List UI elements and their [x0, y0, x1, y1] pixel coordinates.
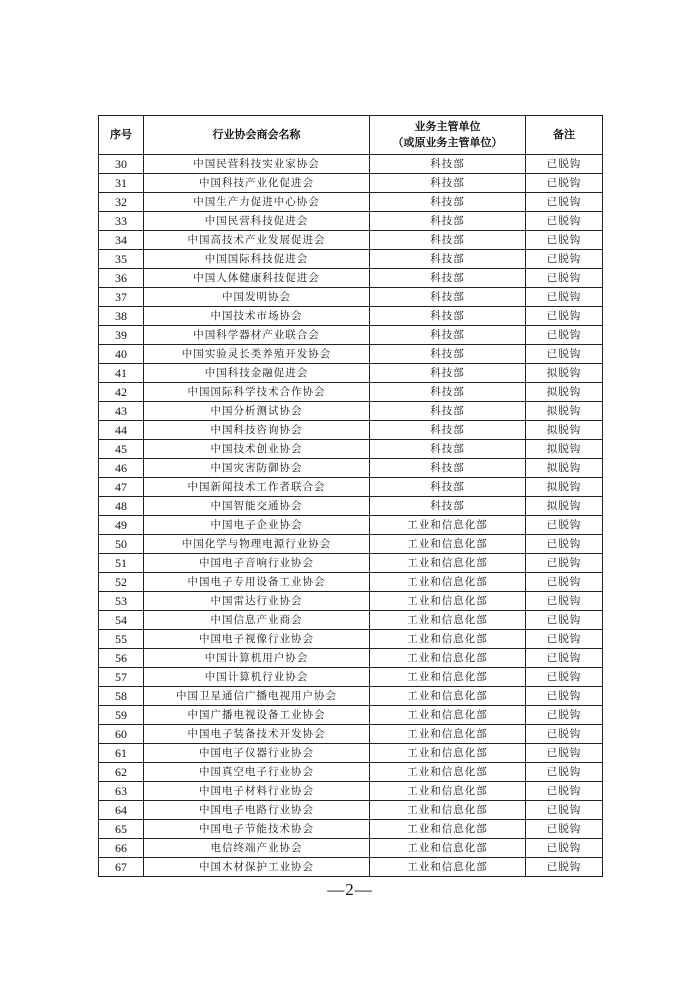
cell-remarks: 已脱钩	[526, 801, 603, 820]
cell-association-name: 中国电子专用设备工业协会	[144, 573, 370, 592]
table-row	[99, 421, 603, 440]
cell-remarks: 已脱钩	[526, 820, 603, 839]
cell-serial-number: 40	[99, 345, 144, 364]
table-row	[99, 763, 603, 782]
table-row	[99, 630, 603, 649]
cell-serial-number: 31	[99, 174, 144, 193]
cell-association-name: 中国电子装备技术开发协会	[144, 725, 370, 744]
cell-association-name: 中国电子仪器行业协会	[144, 744, 370, 763]
cell-association-name: 中国信息产业商会	[144, 611, 370, 630]
cell-association-name: 中国国际科技促进会	[144, 250, 370, 269]
cell-serial-number: 35	[99, 250, 144, 269]
cell-association-name: 中国卫星通信广播电视用户协会	[144, 687, 370, 706]
cell-association-name: 中国科技产业化促进会	[144, 174, 370, 193]
cell-serial-number: 47	[99, 478, 144, 497]
table-row	[99, 231, 603, 250]
cell-association-name: 中国电子电路行业协会	[144, 801, 370, 820]
cell-remarks: 已脱钩	[526, 839, 603, 858]
cell-remarks: 已脱钩	[526, 250, 603, 269]
cell-association-name: 中国计算机行业协会	[144, 668, 370, 687]
cell-remarks: 已脱钩	[526, 288, 603, 307]
cell-association-name: 中国木材保护工业协会	[144, 858, 370, 877]
cell-association-name: 中国人体健康科技促进会	[144, 269, 370, 288]
cell-association-name: 中国电子材料行业协会	[144, 782, 370, 801]
cell-remarks: 已脱钩	[526, 649, 603, 668]
cell-serial-number: 60	[99, 725, 144, 744]
cell-remarks: 已脱钩	[526, 782, 603, 801]
table-row	[99, 269, 603, 288]
cell-serial-number: 58	[99, 687, 144, 706]
table-row	[99, 839, 603, 858]
header-supervising-unit	[370, 116, 526, 155]
table-row	[99, 307, 603, 326]
cell-serial-number: 54	[99, 611, 144, 630]
table-header	[99, 116, 603, 155]
cell-remarks: 已脱钩	[526, 744, 603, 763]
cell-association-name: 中国技术创业协会	[144, 440, 370, 459]
cell-remarks: 已脱钩	[526, 535, 603, 554]
table-row	[99, 649, 603, 668]
cell-serial-number: 51	[99, 554, 144, 573]
cell-association-name: 电信终端产业协会	[144, 839, 370, 858]
cell-association-name: 中国发明协会	[144, 288, 370, 307]
cell-supervising-unit: 工业和信息化部	[370, 554, 526, 573]
cell-supervising-unit: 工业和信息化部	[370, 725, 526, 744]
cell-association-name: 中国科技咨询协会	[144, 421, 370, 440]
cell-supervising-unit: 工业和信息化部	[370, 611, 526, 630]
cell-supervising-unit: 科技部	[370, 440, 526, 459]
cell-supervising-unit: 科技部	[370, 269, 526, 288]
cell-supervising-unit: 工业和信息化部	[370, 801, 526, 820]
table-row	[99, 364, 603, 383]
cell-supervising-unit: 工业和信息化部	[370, 820, 526, 839]
cell-serial-number: 46	[99, 459, 144, 478]
table-row	[99, 706, 603, 725]
cell-supervising-unit: 科技部	[370, 193, 526, 212]
table-row	[99, 288, 603, 307]
cell-supervising-unit: 工业和信息化部	[370, 516, 526, 535]
cell-supervising-unit: 工业和信息化部	[370, 573, 526, 592]
cell-remarks: 拟脱钩	[526, 478, 603, 497]
cell-association-name: 中国电子音响行业协会	[144, 554, 370, 573]
header-row	[99, 116, 603, 155]
cell-serial-number: 62	[99, 763, 144, 782]
cell-remarks: 已脱钩	[526, 212, 603, 231]
cell-remarks: 已脱钩	[526, 592, 603, 611]
cell-serial-number: 39	[99, 326, 144, 345]
cell-remarks: 已脱钩	[526, 611, 603, 630]
cell-serial-number: 36	[99, 269, 144, 288]
cell-serial-number: 30	[99, 155, 144, 174]
cell-supervising-unit: 科技部	[370, 364, 526, 383]
header-supervising-unit-line1: 业务主管单位	[414, 120, 481, 133]
cell-supervising-unit: 科技部	[370, 478, 526, 497]
cell-association-name: 中国电子视像行业协会	[144, 630, 370, 649]
cell-association-name: 中国国际科学技术合作协会	[144, 383, 370, 402]
table-row	[99, 478, 603, 497]
cell-serial-number: 32	[99, 193, 144, 212]
association-table	[98, 115, 603, 877]
cell-remarks: 拟脱钩	[526, 364, 603, 383]
table-body	[99, 155, 603, 877]
cell-serial-number: 33	[99, 212, 144, 231]
table-row	[99, 326, 603, 345]
cell-serial-number: 59	[99, 706, 144, 725]
cell-remarks: 拟脱钩	[526, 402, 603, 421]
cell-supervising-unit: 科技部	[370, 383, 526, 402]
cell-serial-number: 67	[99, 858, 144, 877]
cell-supervising-unit: 科技部	[370, 174, 526, 193]
cell-serial-number: 50	[99, 535, 144, 554]
table-row	[99, 516, 603, 535]
table-row	[99, 744, 603, 763]
cell-association-name: 中国民营科技实业家协会	[144, 155, 370, 174]
table-row	[99, 668, 603, 687]
cell-serial-number: 56	[99, 649, 144, 668]
table-row	[99, 554, 603, 573]
cell-serial-number: 42	[99, 383, 144, 402]
cell-association-name: 中国雷达行业协会	[144, 592, 370, 611]
cell-association-name: 中国电子企业协会	[144, 516, 370, 535]
cell-serial-number: 63	[99, 782, 144, 801]
cell-association-name: 中国广播电视设备工业协会	[144, 706, 370, 725]
cell-serial-number: 44	[99, 421, 144, 440]
table-row	[99, 801, 603, 820]
cell-supervising-unit: 工业和信息化部	[370, 630, 526, 649]
cell-association-name: 中国高技术产业发展促进会	[144, 231, 370, 250]
cell-remarks: 已脱钩	[526, 193, 603, 212]
cell-serial-number: 43	[99, 402, 144, 421]
table-row	[99, 535, 603, 554]
cell-remarks: 已脱钩	[526, 231, 603, 250]
table-row	[99, 250, 603, 269]
cell-remarks: 已脱钩	[526, 554, 603, 573]
cell-remarks: 已脱钩	[526, 687, 603, 706]
cell-serial-number: 45	[99, 440, 144, 459]
cell-association-name: 中国计算机用户协会	[144, 649, 370, 668]
cell-supervising-unit: 科技部	[370, 497, 526, 516]
cell-remarks: 拟脱钩	[526, 383, 603, 402]
cell-remarks: 已脱钩	[526, 269, 603, 288]
cell-supervising-unit: 科技部	[370, 345, 526, 364]
cell-association-name: 中国电子节能技术协会	[144, 820, 370, 839]
table-row	[99, 858, 603, 877]
table-row	[99, 611, 603, 630]
cell-supervising-unit: 工业和信息化部	[370, 744, 526, 763]
cell-supervising-unit: 工业和信息化部	[370, 763, 526, 782]
cell-supervising-unit: 工业和信息化部	[370, 649, 526, 668]
cell-serial-number: 37	[99, 288, 144, 307]
cell-remarks: 已脱钩	[526, 573, 603, 592]
table-row	[99, 212, 603, 231]
header-supervising-unit-line2: （或原业务主管单位）	[392, 136, 503, 149]
cell-supervising-unit: 工业和信息化部	[370, 668, 526, 687]
cell-association-name: 中国灾害防御协会	[144, 459, 370, 478]
cell-serial-number: 52	[99, 573, 144, 592]
cell-serial-number: 41	[99, 364, 144, 383]
cell-remarks: 已脱钩	[526, 668, 603, 687]
cell-association-name: 中国技术市场协会	[144, 307, 370, 326]
cell-supervising-unit: 工业和信息化部	[370, 687, 526, 706]
cell-supervising-unit: 科技部	[370, 155, 526, 174]
cell-supervising-unit: 工业和信息化部	[370, 592, 526, 611]
table-row	[99, 155, 603, 174]
table-row	[99, 782, 603, 801]
cell-remarks: 拟脱钩	[526, 440, 603, 459]
cell-supervising-unit: 工业和信息化部	[370, 535, 526, 554]
cell-association-name: 中国实验灵长类养殖开发协会	[144, 345, 370, 364]
cell-association-name: 中国智能交通协会	[144, 497, 370, 516]
cell-remarks: 已脱钩	[526, 725, 603, 744]
cell-remarks: 已脱钩	[526, 858, 603, 877]
table-row	[99, 497, 603, 516]
page-number: —2—	[327, 880, 373, 899]
cell-remarks: 已脱钩	[526, 155, 603, 174]
cell-serial-number: 55	[99, 630, 144, 649]
cell-serial-number: 66	[99, 839, 144, 858]
cell-association-name: 中国真空电子行业协会	[144, 763, 370, 782]
cell-association-name: 中国分析测试协会	[144, 402, 370, 421]
cell-remarks: 已脱钩	[526, 174, 603, 193]
cell-association-name: 中国科学器材产业联合会	[144, 326, 370, 345]
cell-supervising-unit: 科技部	[370, 307, 526, 326]
cell-remarks: 拟脱钩	[526, 459, 603, 478]
cell-serial-number: 34	[99, 231, 144, 250]
cell-serial-number: 61	[99, 744, 144, 763]
cell-supervising-unit: 科技部	[370, 402, 526, 421]
cell-supervising-unit: 工业和信息化部	[370, 839, 526, 858]
table-row	[99, 725, 603, 744]
cell-remarks: 已脱钩	[526, 326, 603, 345]
cell-supervising-unit: 科技部	[370, 212, 526, 231]
cell-association-name: 中国新闻技术工作者联合会	[144, 478, 370, 497]
table-row	[99, 820, 603, 839]
cell-association-name: 中国科技金融促进会	[144, 364, 370, 383]
table-row	[99, 402, 603, 421]
table-row	[99, 459, 603, 478]
table-row	[99, 193, 603, 212]
cell-supervising-unit: 科技部	[370, 326, 526, 345]
cell-serial-number: 48	[99, 497, 144, 516]
cell-supervising-unit: 工业和信息化部	[370, 706, 526, 725]
table-row	[99, 687, 603, 706]
cell-supervising-unit: 科技部	[370, 288, 526, 307]
table-row	[99, 573, 603, 592]
cell-supervising-unit: 科技部	[370, 231, 526, 250]
cell-association-name: 中国化学与物理电源行业协会	[144, 535, 370, 554]
cell-supervising-unit: 工业和信息化部	[370, 858, 526, 877]
cell-serial-number: 53	[99, 592, 144, 611]
table-row	[99, 383, 603, 402]
cell-supervising-unit: 科技部	[370, 250, 526, 269]
cell-serial-number: 57	[99, 668, 144, 687]
cell-serial-number: 64	[99, 801, 144, 820]
cell-remarks: 已脱钩	[526, 630, 603, 649]
table-row	[99, 440, 603, 459]
cell-supervising-unit: 工业和信息化部	[370, 782, 526, 801]
cell-supervising-unit: 科技部	[370, 421, 526, 440]
cell-remarks: 拟脱钩	[526, 421, 603, 440]
table-row	[99, 345, 603, 364]
cell-serial-number: 38	[99, 307, 144, 326]
header-serial-number: 序号	[99, 116, 144, 155]
header-association-name: 行业协会商会名称	[144, 116, 370, 155]
table-row	[99, 174, 603, 193]
cell-supervising-unit: 科技部	[370, 459, 526, 478]
cell-serial-number: 49	[99, 516, 144, 535]
cell-association-name: 中国民营科技促进会	[144, 212, 370, 231]
table-row	[99, 592, 603, 611]
cell-remarks: 已脱钩	[526, 345, 603, 364]
cell-remarks: 已脱钩	[526, 516, 603, 535]
cell-remarks: 已脱钩	[526, 706, 603, 725]
header-remarks: 备注	[526, 116, 603, 155]
cell-association-name: 中国生产力促进中心协会	[144, 193, 370, 212]
cell-serial-number: 65	[99, 820, 144, 839]
cell-remarks: 已脱钩	[526, 307, 603, 326]
cell-remarks: 拟脱钩	[526, 497, 603, 516]
cell-remarks: 已脱钩	[526, 763, 603, 782]
